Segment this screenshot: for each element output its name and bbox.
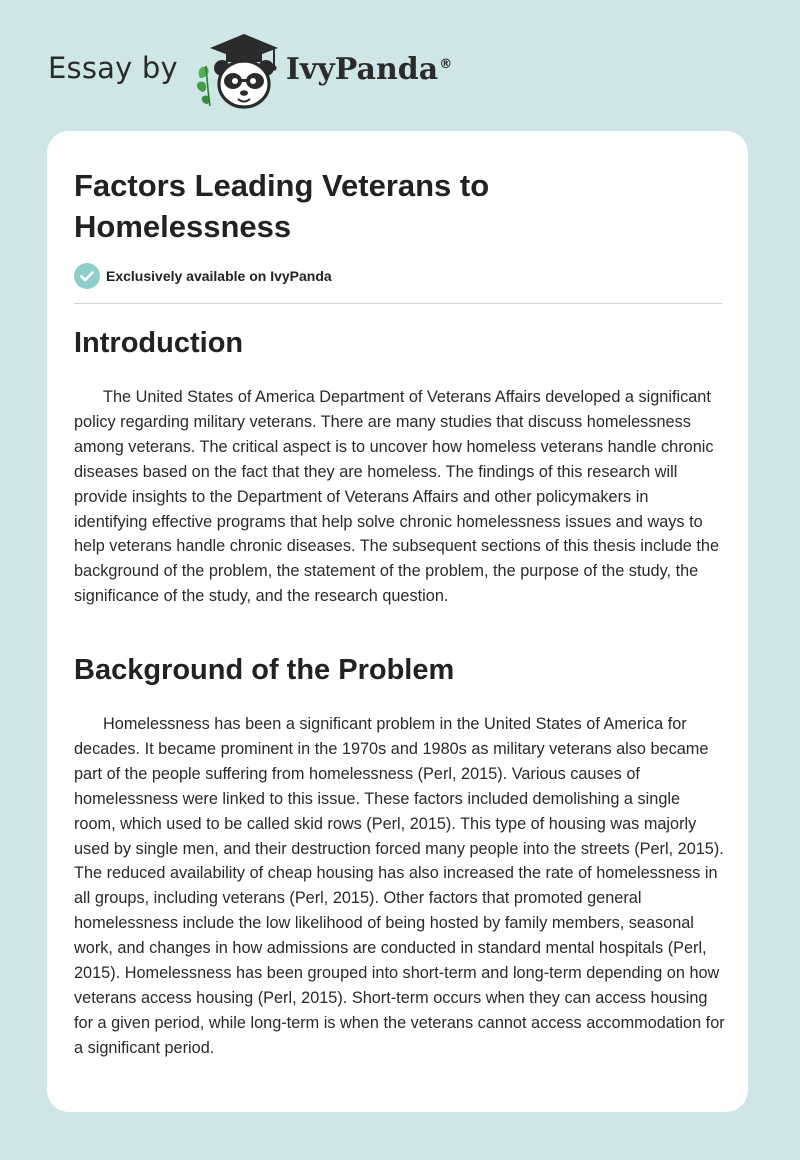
- essay-card: [47, 131, 748, 1112]
- exclusive-label: Exclusively available on IvyPanda: [106, 268, 332, 284]
- section-heading-introduction: Introduction: [74, 327, 244, 359]
- registered-mark: ®: [439, 56, 453, 72]
- exclusive-badge: [74, 263, 332, 289]
- section-body-introduction: The United States of America Department of Veterans Affairs developed a significant policy regarding military veterans. There are many studies that discuss homelessness among veterans. The critical aspect is to uncover how homeless veterans handle chronic diseases based on the fact that they are homeless. The findings of this research will provide insights to the Department of Veterans Affairs and other policymakers in identifying effective programs that help solve chronic homelessness issues and ways to help veterans handle chronic diseases. The subsequent sections of this thesis include the background of the problem, the statement of the problem, the purpose of the study, the significance of the study, and the research question.: [74, 388, 720, 606]
- panda-graduate-icon: [192, 30, 284, 110]
- brand-header[interactable]: [48, 30, 452, 110]
- check-circle-icon: [74, 263, 100, 289]
- section-body-background: Homelessness has been a significant problem in the United States of America for decades. It became prominent in the 1970s and 1980s as military veterans also became part of the people suffering from homelessness (Perl, 2015). Various causes of homelessness were linked to this issue. These factors included demolishing a single room, which used to be called skid rows (Perl, 2015). This type of housing was majorly used by single men, and their destruction forced many people into the streets (Perl, 2015). The reduced availability of cheap housing has also increased the rate of homelessness in all groups, including veterans (Perl, 2015). Other factors that promoted general homelessness include the low likelihood of being hosted by family members, seasonal work, and changes in how admissions are conducted in standard mental hospitals (Perl, 2015). Homelessness has been grouped into short-term and long-term depending on how veterans access housing (Perl, 2015). Short-term occurs when they can access housing for a given period, while long-term is when the veterans cannot access accommodation for a significant period.: [74, 715, 725, 1057]
- title-divider: [74, 303, 722, 304]
- section-heading-background: Background of the Problem: [74, 654, 455, 686]
- brand-prefix: Essay by: [48, 51, 178, 85]
- ivy-leaf-icon: [197, 66, 210, 106]
- essay-title: Factors Leading Veterans to Homelessness: [74, 168, 490, 244]
- brand-name: IvyPanda®: [285, 51, 453, 87]
